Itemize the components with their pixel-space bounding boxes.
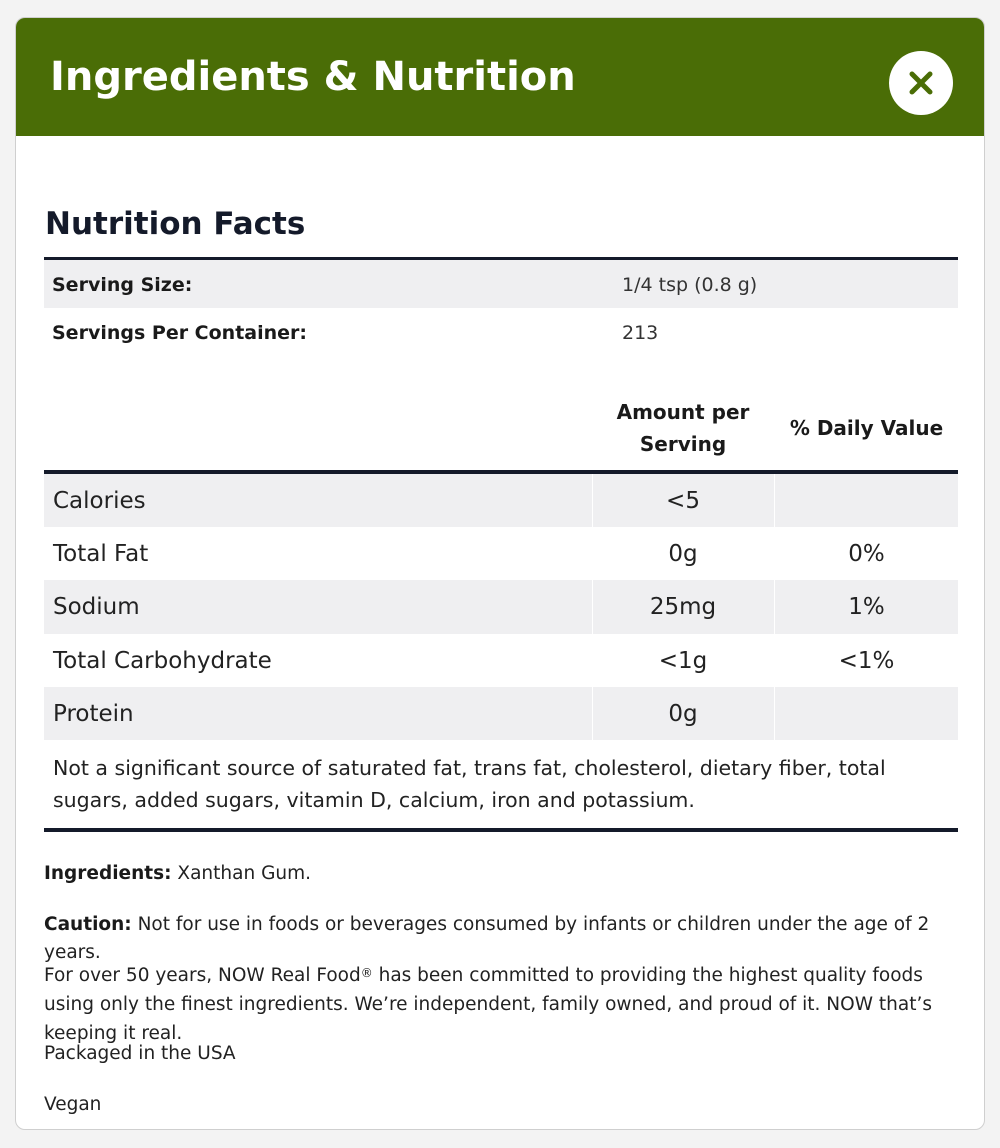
- servings-per-container-label: Servings Per Container:: [52, 322, 308, 344]
- amount-per-serving-header: [593, 396, 773, 460]
- about-prefix: For over 50 years, NOW Real Food: [44, 965, 361, 986]
- nutrient-row: [44, 634, 958, 687]
- about-suffix: has been committed to providing the highest quality foods using only the finest ingredients. We’re independent, family owned, and proud of it. NOW that’s keeping it real.: [44, 965, 932, 1044]
- ingredients-label: Ingredients:: [44, 863, 172, 884]
- nutrient-table: [44, 470, 958, 832]
- nutrient-daily-value: 1%: [848, 594, 885, 621]
- nutrient-daily-value: <1%: [838, 647, 895, 674]
- caution-line: [44, 911, 958, 967]
- nutrient-amount: <5: [666, 488, 700, 514]
- nutrient-row: [44, 527, 958, 580]
- daily-value-header: % Daily Value: [789, 416, 944, 440]
- ingredients-text: Xanthan Gum.: [177, 863, 312, 884]
- registered-mark: ®: [360, 966, 373, 980]
- nutrient-amount: 0g: [668, 700, 698, 727]
- nutrient-row: [44, 687, 958, 740]
- caution-label: Caution:: [44, 914, 132, 935]
- nutrient-amount: <1g: [658, 647, 708, 674]
- nutrient-name: Total Carbohydrate: [53, 647, 272, 674]
- nutrient-name: Total Fat: [53, 541, 149, 568]
- nutrient-daily-value: 0%: [848, 541, 885, 568]
- nutrient-row: [44, 474, 958, 527]
- close-button[interactable]: [889, 51, 953, 115]
- nutrient-amount: 25mg: [649, 594, 717, 621]
- amount-header-line1: Amount per: [616, 400, 750, 424]
- nutrition-modal: [15, 17, 985, 1130]
- nutrient-name: Sodium: [53, 594, 140, 621]
- packaged-line: Packaged in the USA: [44, 1043, 236, 1064]
- serving-size-row: [44, 260, 958, 308]
- amount-header-line2: Serving: [639, 432, 727, 456]
- modal-header: [16, 18, 984, 136]
- nutrition-footnote: Not a significant source of saturated fat, trans fat, cholesterol, dietary fiber, total sugars, added sugars, vitamin D, calcium, iron and potassium.: [44, 740, 958, 832]
- modal-title: Ingredients & Nutrition: [50, 54, 576, 100]
- nutrient-row: [44, 580, 958, 633]
- nutrient-amount: 0g: [668, 541, 698, 568]
- serving-size-value: 1/4 tsp (0.8 g): [622, 274, 758, 296]
- close-icon: [908, 70, 934, 96]
- about-paragraph: [44, 961, 958, 1048]
- vegan-line: Vegan: [44, 1094, 102, 1115]
- serving-size-label: Serving Size:: [52, 274, 193, 296]
- caution-text: Not for use in foods or beverages consumed by infants or children under the age of 2 years.: [44, 914, 930, 963]
- nutrient-name: Calories: [53, 488, 146, 514]
- servings-per-container-row: [44, 308, 958, 356]
- nutrient-name: Protein: [53, 700, 134, 727]
- servings-per-container-value: 213: [622, 322, 659, 344]
- ingredients-line: [44, 860, 958, 888]
- serving-table: [44, 257, 958, 356]
- nutrition-facts-title: Nutrition Facts: [45, 206, 306, 242]
